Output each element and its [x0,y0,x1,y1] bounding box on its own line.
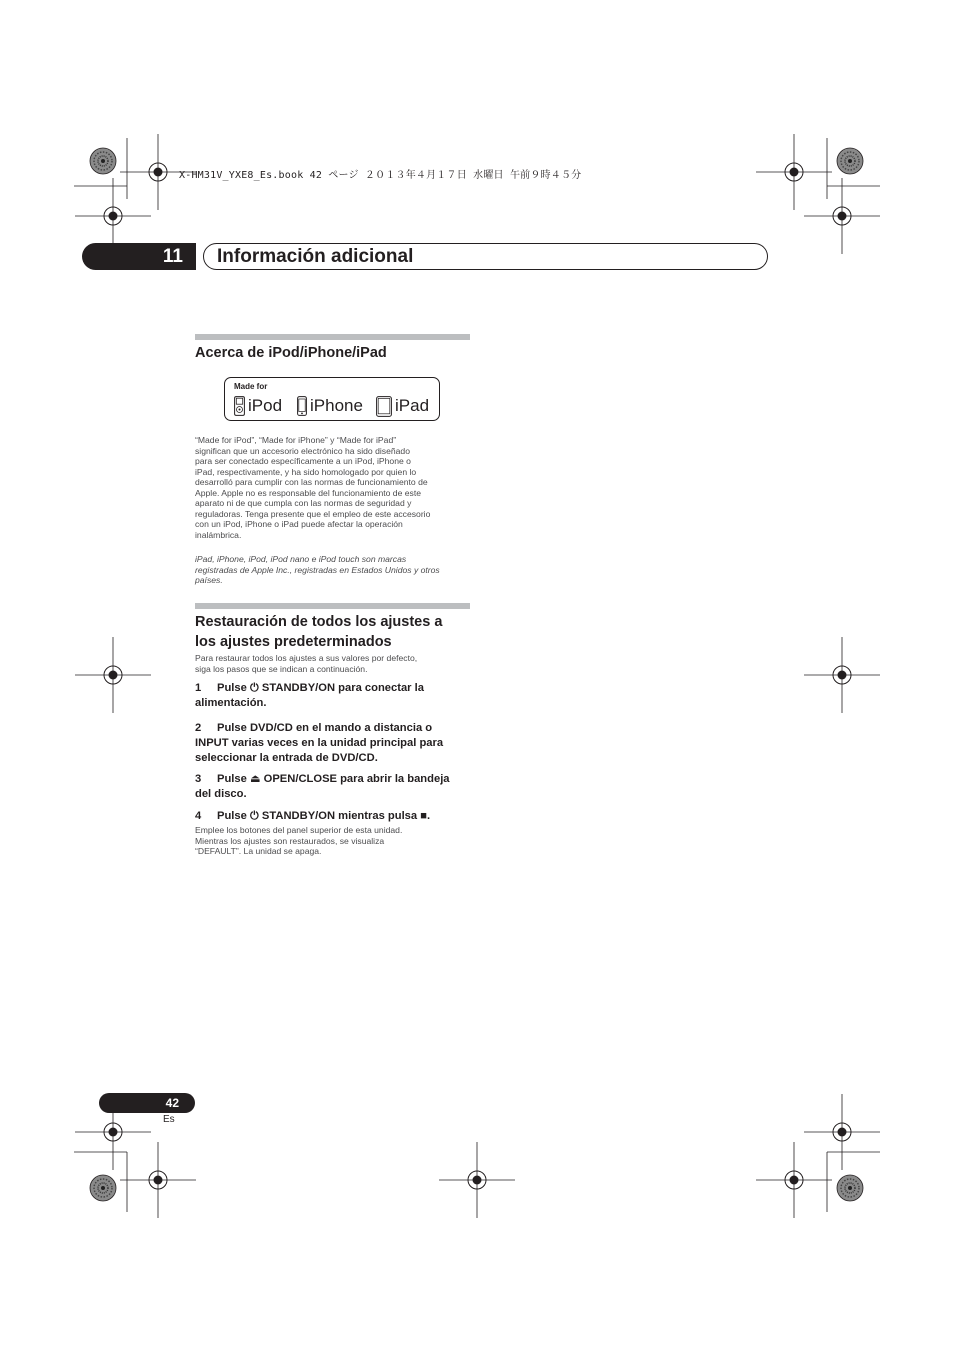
language-code: Es [163,1114,175,1125]
step-1: 1 Pulse ⏻ STANDBY/ON para conectar la alimentación. [195,682,424,709]
step-4: 4 Pulse ⏻ STANDBY/ON mientras pulsa ■. [195,810,431,822]
registration-mark-icon [756,134,832,210]
made-for-description: “Made for iPod”, “Made for iPhone” y “Made for iPad” significan que un accesorio electrónico ha sido diseñado para ser conectado específicamente a un iPod, iPhone o iPad, respectivamente, y ha sido homologado por quien lo desarrolló para cumplir con las normas de funcionamiento de Apple. Apple no es responsable del funcionamiento de este aparato ni de que cumpla con las normas de seguridad y reguladoras. Tenga presente que el empleo de este accesorio con un iPod, iPhone o iPad puede afectar la operación inalámbrica. [195,435,431,540]
badge-product-ipod: iPod [234,395,300,417]
made-for-apple-badge [224,377,440,421]
section-rule [195,603,470,609]
star-target-icon [837,148,863,174]
ipad-icon [376,396,392,417]
reset-intro: Para restaurar todos los ajustes a sus valores por defecto, siga los pasos que se indican a continuación. [195,653,418,674]
registration-mark-icon [804,178,880,254]
section-heading-ipod: Acerca de iPod/iPhone/iPad [195,345,387,361]
registration-mark-icon [804,1094,880,1170]
chapter-title: Información adicional [217,246,414,267]
trademark-notice: iPad, iPhone, iPod, iPod nano e iPod touch son marcas registradas de Apple Inc., registradas en Estados Unidos y otros países. [195,554,440,585]
badge-product-iphone: iPhone [297,395,373,417]
reset-note: Emplee los botones del panel superior de esta unidad. Mientras los ajustes son restaurados, se visualiza “DEFAULT”. La unidad se apaga. [195,825,403,856]
chapter-number-badge: 11 [82,243,196,270]
registration-mark-icon [804,637,880,713]
star-target-icon [837,1175,863,1201]
registration-mark-icon [75,637,151,713]
made-for-label: Made for [234,382,268,391]
registration-mark-icon [120,1142,196,1218]
registration-mark-icon [439,1142,515,1218]
step-3: 3 Pulse ⏏ OPEN/CLOSE para abrir la bandeja del disco. [195,773,450,800]
iphone-icon [297,396,307,416]
registration-mark-icon [756,1142,832,1218]
book-file-header: X-HM31V_YXE8_Es.book 42 ページ ２０１３年４月１７日 水曜日 午前９時４５分 [179,170,582,181]
star-target-icon [90,1175,116,1201]
section-rule [195,334,470,340]
step-2: 2 Pulse DVD/CD en el mando a distancia o INPUT varias veces en la unidad principal para seleccionar la entrada de DVD/CD. [195,722,444,764]
page-number-badge: 42 [99,1093,195,1113]
badge-product-ipad: iPad [376,395,438,417]
star-target-icon [90,148,116,174]
section-heading-reset: Restauración de todos los ajustes a los ajustes predeterminados [195,614,443,650]
ipod-icon [234,396,245,416]
